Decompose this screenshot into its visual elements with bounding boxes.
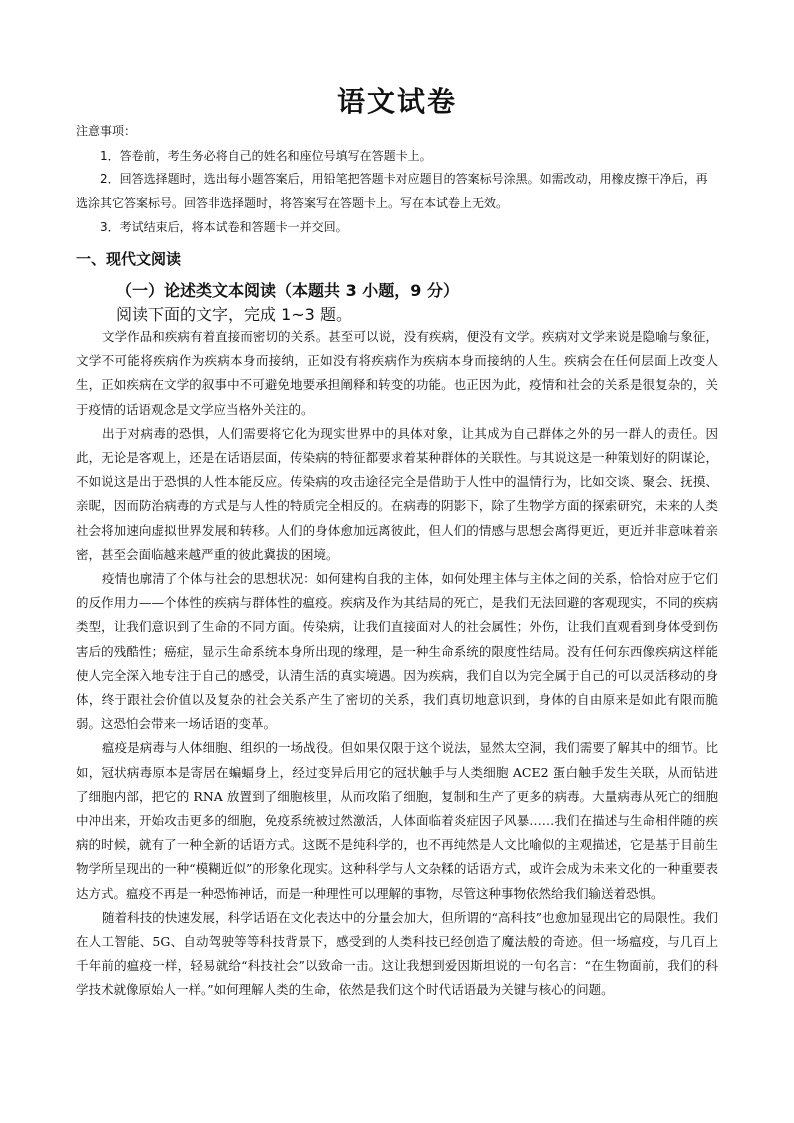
notice-item-3 <box>76 215 718 239</box>
reading-instruction: 阅读下面的文字，完成 1~3 题。 <box>116 305 352 324</box>
notice-item-text: 3．考试结束后，将本试卷和答题卡一并交回。 <box>100 220 348 234</box>
passage-paragraph: 瘟疫是病毒与人体细胞、组织的一场战役。但如果仅限于这个说法，显然太空洞，我们需要了解其中的细节。比如，冠状病毒原本是寄居在蝙蝠身上，经过变异后用它的冠状触手与人类细胞 ACE2 蛋白触手发生关联，从而钻进了细胞内部，把它的 RNA 放置到了细胞核里，从而攻陷了细胞，复制和生产了更多的病毒。大量病毒从死亡的细胞中冲出来，开始攻击更多的细胞，免疫系统被过然激活，人体面临着炎症因子风暴……我们在描述与生命相伴随的疾病的时候，就有了一种全新的话语方式。这既不是纯科学的，也不再纯然是人文比喻似的主观描述，它是基于目前生物学所呈现出的一种“模糊近似”的形象化现实。这种科学与人文杂糅的话语方式，或许会成为未来文化的一种重要表达方式。瘟疫不再是一种恐怖神话，而是一种理性可以理解的事物，尽管这种事物依然给我们输送着恐惧。 <box>76 740 718 901</box>
section-heading: 一、现代文阅读 <box>76 250 182 268</box>
notice-item-2 <box>76 167 718 215</box>
passage-paragraph: 文学作品和疾病有着直接而密切的关系。甚至可以说，没有疾病，便没有文学。疾病对文学来说是隐喻与象征，文学不可能将疾病作为疾病本身而接纳，正如没有将疾病作为疾病本身而接纳的人生。疾病会在任何层面上改变人生，正如疾病在文学的叙事中不可避免地要承担阐释和转变的功能。也正因为此，疫情和社会的关系是很复杂的，关于疫情的话语观念是文学应当格外关注的。 <box>76 329 718 417</box>
notice-item-1 <box>76 144 718 168</box>
subsection-heading: （一）论述类文本阅读（本题共 3 小题，9 分） <box>116 281 459 300</box>
notice-item-text: 2．回答选择题时，选出每小题答案后，用铅笔把答题卡对应题目的答案标号涂黑。如需改动，用橡皮擦干净后，再选涂其它答案标号。回答非选择题时，将答案写在答题卡上。写在本试卷上无效。 <box>76 172 708 210</box>
notice-item-text: 1．答卷前，考生务必将自己的姓名和座位号填写在答题卡上。 <box>100 149 432 163</box>
reading-passage <box>76 325 718 1003</box>
page-title: 语文试卷 <box>336 85 457 118</box>
passage-paragraph: 随着科技的快速发展，科学话语在文化表达中的分量会加大，但所谓的“高科技”也愈加显现出它的局限性。我们在人工智能、5G、自动驾驶等等科技背景下，感受到的人类科技已经创造了魔法般的奇迹。但一场瘟疫，与几百上千年前的瘟疫一样，轻易就给“科技社会”以致命一击。这让我想到爱因斯坦说的一句名言：“在生物面前，我们的科学技术就像原始人一样。”如何理解人类的生命，依然是我们这个时代话语最为关键与核心的问题。 <box>76 909 718 998</box>
passage-paragraph: 疫情也廓清了个体与社会的思想状况：如何建构自我的主体，如何处理主体与主体之间的关系，恰恰对应于它们的反作用力——个体性的疾病与群体性的瘟疫。疾病及作为其结局的死亡，是我们无法回避的客观现实，不同的疾病类型，让我们意识到了生命的不同方面。传染病，让我们直接面对人的社会属性；外伤，让我们直观看到身体受到伤害后的残酷性；癌症，显示生命系统本身所出现的缘理，是一种生命系统的限度性结局。没有任何东西像疾病这样能使人完全深入地专注于自己的感受，认清生活的真实境遇。因为疾病，我们自以为完全属于自己的可以灵活移动的身体，终于跟社会价值以及复杂的社会关系产生了密切的关系，我们真切地意识到，身体的自由原来是如此有限而脆弱。这恐怕会带来一场话语的变革。 <box>76 571 718 732</box>
passage-paragraph: 出于对病毒的恐惧，人们需要将它化为现实世界中的具体对象，让其成为自己群体之外的另一群人的责任。因此，无论是客观上，还是在话语层面，传染病的特征都要求着某种群体的关联性。与其说这是一种策划好的阴谋论，不如说这是出于恐惧的人性本能反应。传染病的攻击途径完全是借助于人性中的温情行为，比如交谈、聚会、抚摸、亲昵，因而防治病毒的方式是与人性的特质完全相反的。在病毒的阴影下，除了生物学方面的探索研究，未来的人类社会将加速向虚拟世界发展和转移。人们的身体愈加远离彼此，但人们的情感与思想会离得更近，更近并非意味着亲密，甚至会面临越来越严重的彼此冀拔的困境。 <box>76 425 718 562</box>
notice-heading: 注意事项： <box>76 124 137 138</box>
